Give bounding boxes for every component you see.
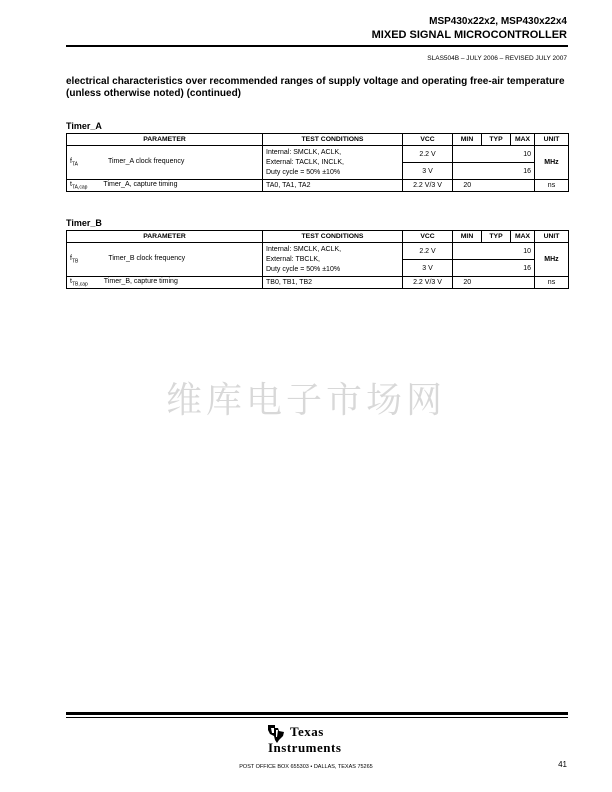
max-cell: 10: [511, 243, 535, 260]
max-cell: 16: [511, 163, 535, 180]
typ-cell: [482, 243, 511, 260]
timer-b-title: Timer_B: [66, 218, 102, 228]
vcc-cell: 2.2 V/3 V: [403, 180, 453, 192]
table-header-row: [67, 134, 569, 146]
col-min: MIN: [453, 134, 482, 146]
min-cell: [453, 260, 482, 277]
col-min: MIN: [453, 231, 482, 243]
logo-word-texas: Texas: [290, 724, 324, 739]
timer-b-table: [66, 230, 569, 289]
table-row: [67, 243, 569, 260]
watermark: 维库电子市场网: [165, 380, 446, 421]
unit-cell: ns: [535, 180, 569, 192]
col-max: MAX: [511, 231, 535, 243]
max-cell: [511, 277, 535, 289]
timer-a-table: [66, 133, 569, 192]
timer-a-title: Timer_A: [66, 121, 102, 131]
max-cell: 10: [511, 146, 535, 163]
min-cell: 20: [453, 180, 482, 192]
param-symbol: $f_{TB}$: [70, 254, 79, 265]
param-symbol: $t_{TB,cap}$: [70, 277, 88, 288]
vcc-cell: 3 V: [403, 260, 453, 277]
col-unit: UNIT: [535, 134, 569, 146]
table-row: [67, 277, 569, 289]
max-cell: [511, 180, 535, 192]
col-test-conditions: TEST CONDITIONS: [263, 231, 403, 243]
typ-cell: [482, 180, 511, 192]
min-cell: [453, 146, 482, 163]
header-title-line2: MIXED SIGNAL MICROCONTROLLER: [371, 29, 567, 41]
vcc-cell: 2.2 V/3 V: [403, 277, 453, 289]
typ-cell: [482, 260, 511, 277]
min-cell: [453, 243, 482, 260]
unit-cell: MHz: [535, 243, 569, 277]
col-test-conditions: TEST CONDITIONS: [263, 134, 403, 146]
page-number: 41: [558, 760, 567, 769]
param-cell: [67, 180, 263, 192]
unit-cell: MHz: [535, 146, 569, 180]
test-conditions-cell: TB0, TB1, TB2: [263, 277, 403, 289]
param-symbol: $f_{TA}$: [70, 157, 78, 168]
param-name: Timer_B, capture timing: [103, 277, 178, 285]
col-vcc: VCC: [403, 134, 453, 146]
unit-cell: ns: [535, 277, 569, 289]
param-cell: [67, 243, 263, 277]
section-heading: electrical characteristics over recommended ranges of supply voltage and operating free-air temperature (unless otherwise noted) (continued): [66, 76, 565, 99]
min-cell: 20: [453, 277, 482, 289]
param-name: Timer_A clock frequency: [107, 157, 185, 165]
header-title-line1: MSP430x22x2, MSP430x22x4: [429, 16, 567, 27]
col-unit: UNIT: [535, 231, 569, 243]
logo-word-instruments: Instruments: [268, 740, 342, 755]
col-parameter: PARAMETER: [67, 134, 263, 146]
min-cell: [453, 163, 482, 180]
param-name: Timer_A, capture timing: [103, 180, 178, 188]
header-rule: [66, 45, 568, 47]
test-conditions-cell: Internal: SMCLK, ACLK, External: TACLK, INCLK, Duty cycle = 50% ±10%: [263, 146, 403, 180]
vcc-cell: 2.2 V: [403, 146, 453, 163]
col-max: MAX: [511, 134, 535, 146]
max-cell: 16: [511, 260, 535, 277]
footer-address: POST OFFICE BOX 655303 • DALLAS, TEXAS 75265: [239, 764, 373, 770]
col-typ: TYP: [482, 134, 511, 146]
param-name: Timer_B clock frequency: [108, 254, 186, 262]
ti-logo: [265, 722, 375, 760]
typ-cell: [482, 146, 511, 163]
col-parameter: PARAMETER: [67, 231, 263, 243]
vcc-cell: 2.2 V: [403, 243, 453, 260]
typ-cell: [482, 277, 511, 289]
vcc-cell: 3 V: [403, 163, 453, 180]
param-symbol: $t_{TA,cap}$: [70, 180, 88, 191]
table-row: [67, 146, 569, 163]
table-row: [67, 180, 569, 192]
param-cell: [67, 146, 263, 180]
footer-rule-thin: [66, 717, 568, 718]
param-cell: [67, 277, 263, 289]
table-header-row: [67, 231, 569, 243]
col-vcc: VCC: [403, 231, 453, 243]
test-conditions-cell: Internal: SMCLK, ACLK, External: TBCLK, Duty cycle = 50% ±10%: [263, 243, 403, 277]
footer-rule: [66, 712, 568, 715]
typ-cell: [482, 163, 511, 180]
document-id: SLAS504B – JULY 2006 – REVISED JULY 2007: [427, 55, 567, 62]
col-typ: TYP: [482, 231, 511, 243]
test-conditions-cell: TA0, TA1, TA2: [263, 180, 403, 192]
